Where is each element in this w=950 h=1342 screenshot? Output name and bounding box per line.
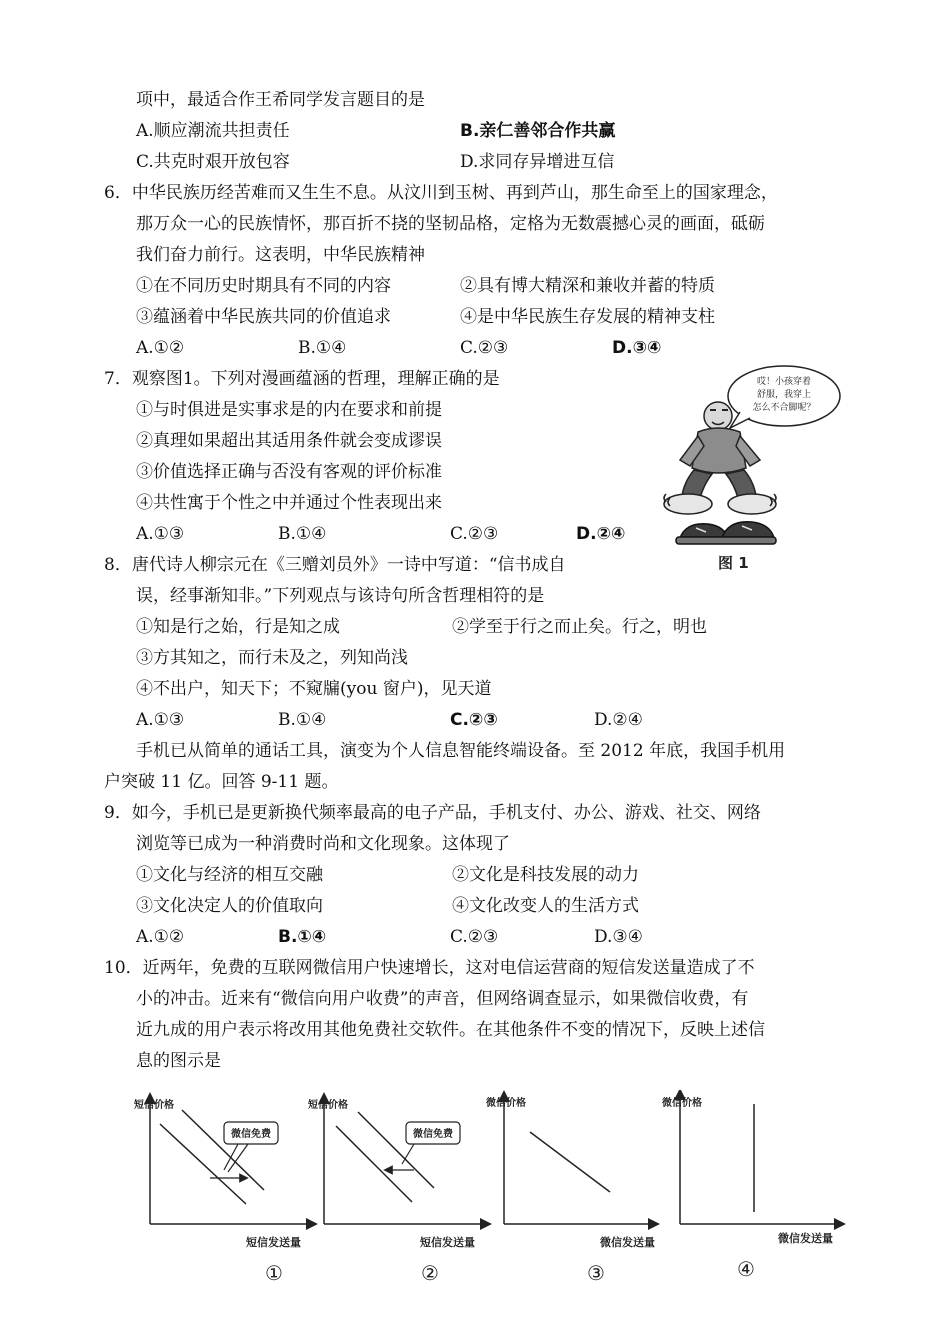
q10-stem-line-4: 息的图示是 bbox=[136, 1051, 221, 1071]
q6-item-3: ③蕴涵着中华民族共同的价值追求 bbox=[136, 307, 391, 327]
graph-1[interactable] bbox=[128, 1090, 320, 1290]
q7-item-2: ②真理如果超出其适用条件就会变成谬误 bbox=[136, 431, 442, 451]
q9-stem-line-2: 浏览等已成为一种消费时尚和文化现象。这体现了 bbox=[136, 834, 510, 854]
y-axis-label: 短信价格 bbox=[308, 1100, 348, 1111]
q7-option-d[interactable]: D.②④ bbox=[576, 524, 626, 544]
q5-option-d[interactable]: D.求同存异增进互信 bbox=[460, 152, 615, 172]
q9-option-b[interactable]: B.①④ bbox=[278, 927, 327, 947]
graph-3[interactable] bbox=[478, 1090, 670, 1290]
q5-stem: 项中，最适合作王希同学发言题目的是 bbox=[136, 90, 425, 110]
q8-item-4: ④不出户，知天下；不窥牖(you 窗户)，见天道 bbox=[136, 679, 492, 699]
q9-stem-line-1: 9．如今，手机已是更新换代频率最高的电子产品，手机支付、办公、游戏、社交、网络 bbox=[104, 803, 761, 823]
q9-item-4: ④文化改变人的生活方式 bbox=[452, 896, 639, 916]
figure-1-caption: 图 1 bbox=[718, 554, 749, 572]
y-axis-label: 微信价格 bbox=[662, 1098, 702, 1109]
q9-item-1: ①文化与经济的相互交融 bbox=[136, 865, 323, 885]
q6-option-c[interactable]: C.②③ bbox=[460, 338, 509, 358]
x-axis-label: 微信发送量 bbox=[600, 1236, 655, 1249]
q9-item-2: ②文化是科技发展的动力 bbox=[452, 865, 639, 885]
q10-stem-line-3: 近九成的用户表示将改用其他免费社交软件。在其他条件不变的情况下，反映上述信 bbox=[136, 1020, 765, 1040]
q5-option-c[interactable]: C.共克时艰开放包容 bbox=[136, 152, 290, 172]
q8-option-c[interactable]: C.②③ bbox=[450, 710, 498, 730]
graph-number: ③ bbox=[587, 1261, 605, 1285]
q6-option-a[interactable]: A.①② bbox=[136, 338, 185, 358]
demand-curve bbox=[530, 1132, 610, 1192]
demand-curve-1 bbox=[336, 1126, 412, 1202]
callout-label: 微信免费 bbox=[413, 1129, 453, 1140]
q9-option-a[interactable]: A.①② bbox=[136, 927, 185, 947]
q8-item-1: ①知是行之始，行是知之成 bbox=[136, 617, 340, 637]
callout-label: 微信免费 bbox=[231, 1129, 271, 1140]
q7-option-a[interactable]: A.①③ bbox=[136, 524, 185, 544]
q8-option-a[interactable]: A.①③ bbox=[136, 710, 185, 730]
graph-2[interactable] bbox=[302, 1090, 494, 1290]
q8-item-3: ③方其知之，而行未及之，列知尚浅 bbox=[136, 648, 408, 668]
q6-stem-line-2: 那万众一心的民族情怀，那百折不挠的坚韧品格，定格为无数震撼心灵的画面，砥砺 bbox=[136, 214, 765, 234]
q5-option-b[interactable]: B.亲仁善邻合作共赢 bbox=[460, 121, 616, 141]
bubble-line-2: 舒服，我穿上 bbox=[756, 390, 812, 400]
x-axis-label: 短信发送量 bbox=[420, 1236, 475, 1249]
q8-option-b[interactable]: B.①④ bbox=[278, 710, 327, 730]
y-axis-label: 短信价格 bbox=[134, 1100, 174, 1111]
q6-item-1: ①在不同历史时期具有不同的内容 bbox=[136, 276, 391, 296]
q10-stem-line-2: 小的冲击。近来有“微信向用户收费”的声音，但网络调查显示，如果微信收费，有 bbox=[136, 989, 749, 1009]
intro-line-1: 手机已从简单的通话工具，演变为个人信息智能终端设备。至 2012 年底，我国手机用 bbox=[136, 741, 786, 761]
q6-item-2: ②具有博大精深和兼收并蓄的特质 bbox=[460, 276, 715, 296]
q9-option-d[interactable]: D.③④ bbox=[594, 927, 643, 947]
bubble-line-1: 哎！小孩穿着 bbox=[756, 377, 812, 387]
q7-item-1: ①与时俱进是实事求是的内在要求和前提 bbox=[136, 400, 442, 420]
x-axis-label: 微信发送量 bbox=[778, 1232, 833, 1245]
graph-number: ④ bbox=[737, 1257, 755, 1281]
q9-option-c[interactable]: C.②③ bbox=[450, 927, 499, 947]
graph-number: ② bbox=[421, 1261, 439, 1285]
x-axis-label: 短信发送量 bbox=[246, 1236, 301, 1249]
q8-item-2: ②学至于行之而止矣。行之，明也 bbox=[452, 617, 707, 637]
y-axis-label: 微信价格 bbox=[486, 1098, 526, 1109]
q8-stem-line-2: 误，经事渐知非。”下列观点与该诗句所含哲理相符的是 bbox=[136, 586, 545, 606]
q8-option-d[interactable]: D.②④ bbox=[594, 710, 643, 730]
q6-option-b[interactable]: B.①④ bbox=[298, 338, 347, 358]
graph-number: ① bbox=[265, 1261, 283, 1285]
graph-4[interactable] bbox=[654, 1090, 848, 1290]
q9-item-3: ③文化决定人的价值取向 bbox=[136, 896, 323, 916]
q7-item-4: ④共性寓于个性之中并通过个性表现出来 bbox=[136, 493, 442, 513]
bubble-line-3: 怎么不合脚呢？ bbox=[752, 403, 816, 413]
small-shoes bbox=[676, 522, 776, 544]
q7-option-b[interactable]: B.①④ bbox=[278, 524, 327, 544]
q7-option-c[interactable]: C.②③ bbox=[450, 524, 499, 544]
q5-option-a[interactable]: A.顺应潮流共担责任 bbox=[136, 121, 290, 141]
q7-stem: 7．观察图1。下列对漫画蕴涵的哲理，理解正确的是 bbox=[104, 369, 500, 389]
q8-stem-line-1: 8．唐代诗人柳宗元在《三赠刘员外》一诗中写道：“信书成自 bbox=[104, 555, 566, 575]
q7-item-3: ③价值选择正确与否没有客观的评价标准 bbox=[136, 462, 442, 482]
q6-stem-line-1: 6．中华民族历经苦难而又生生不息。从汶川到玉树、再到芦山，那生命至上的国家理念， bbox=[104, 183, 778, 203]
intro-line-2: 户突破 11 亿。回答 9-11 题。 bbox=[104, 772, 339, 792]
figure-1-cartoon bbox=[656, 362, 846, 576]
q6-stem-line-3: 我们奋力前行。这表明，中华民族精神 bbox=[136, 245, 425, 265]
q6-item-4: ④是中华民族生存发展的精神支柱 bbox=[460, 307, 715, 327]
q10-stem-line-1: 10．近两年，免费的互联网微信用户快速增长，这对电信运营商的短信发送量造成了不 bbox=[104, 958, 755, 978]
q6-option-d[interactable]: D.③④ bbox=[612, 338, 662, 358]
